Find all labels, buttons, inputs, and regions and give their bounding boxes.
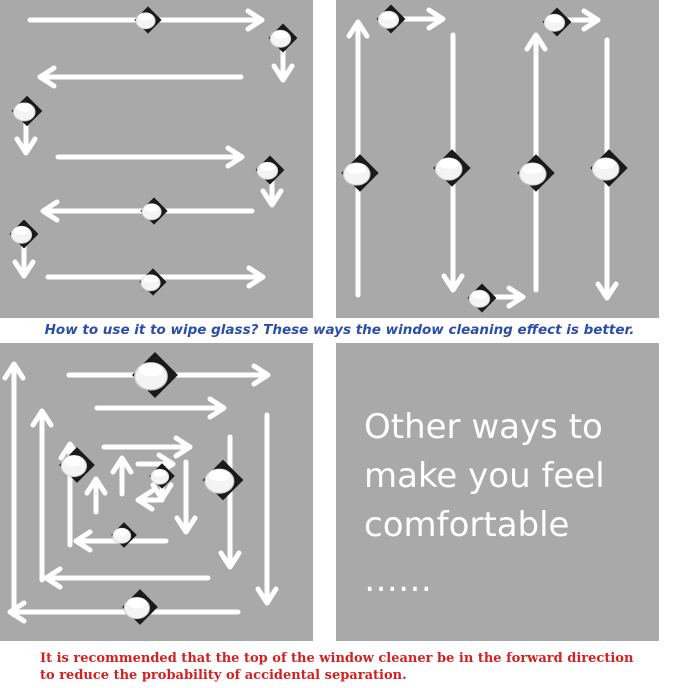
usage-caption: How to use it to wipe glass? These ways the window cleaning effect is better. xyxy=(44,322,635,338)
arrow-icon xyxy=(33,411,51,580)
arrow-icon xyxy=(177,462,195,532)
arrow-icon xyxy=(97,399,224,417)
arrow-icon xyxy=(17,124,35,153)
window-cleaner-icon xyxy=(12,96,43,127)
window-cleaner-icon xyxy=(269,24,298,53)
other-ways-line-1: Other ways to xyxy=(364,407,603,447)
arrow-icon xyxy=(104,438,190,456)
other-ways-ellipsis: …… xyxy=(364,560,432,600)
arrow-icon xyxy=(87,479,105,512)
arrow-icon xyxy=(258,415,276,603)
arrow-icon xyxy=(274,50,292,80)
window-cleaner-icon xyxy=(256,156,285,185)
window-cleaner-icon xyxy=(134,6,161,33)
arrow-icon xyxy=(113,458,131,494)
other-ways-text xyxy=(364,403,654,605)
arrow-icon xyxy=(58,148,242,166)
window-cleaner-icon xyxy=(122,589,158,625)
window-cleaner-icon xyxy=(517,154,554,191)
window-cleaner-icon xyxy=(543,8,572,37)
arrow-icon xyxy=(5,364,23,615)
window-cleaner-icon xyxy=(203,460,244,501)
arrow-icon xyxy=(221,437,239,567)
window-cleaner-icon xyxy=(433,149,470,186)
other-ways-line-2: make you feel xyxy=(364,456,605,496)
window-cleaner-icon xyxy=(140,197,167,224)
recommendation-note xyxy=(40,650,670,684)
window-cleaner-icon xyxy=(111,522,137,548)
arrow-icon xyxy=(40,68,241,86)
window-cleaner-icon xyxy=(377,5,406,34)
note-line-1: It is recommended that the top of the window cleaner be in the forward direction xyxy=(40,651,634,666)
arrow-icon xyxy=(46,569,208,587)
arrow-icon xyxy=(15,246,33,276)
window-cleaner-icon xyxy=(341,154,378,191)
window-cleaner-icon xyxy=(139,268,166,295)
arrow-icon xyxy=(263,182,281,205)
window-cleaner-icon xyxy=(590,149,627,186)
window-cleaner-icon xyxy=(132,352,178,398)
note-line-2: to reduce the probability of accidental separation. xyxy=(40,668,407,683)
window-cleaner-icon xyxy=(468,284,497,313)
other-ways-line-3: comfortable xyxy=(364,505,570,545)
window-cleaner-icon xyxy=(10,220,39,249)
